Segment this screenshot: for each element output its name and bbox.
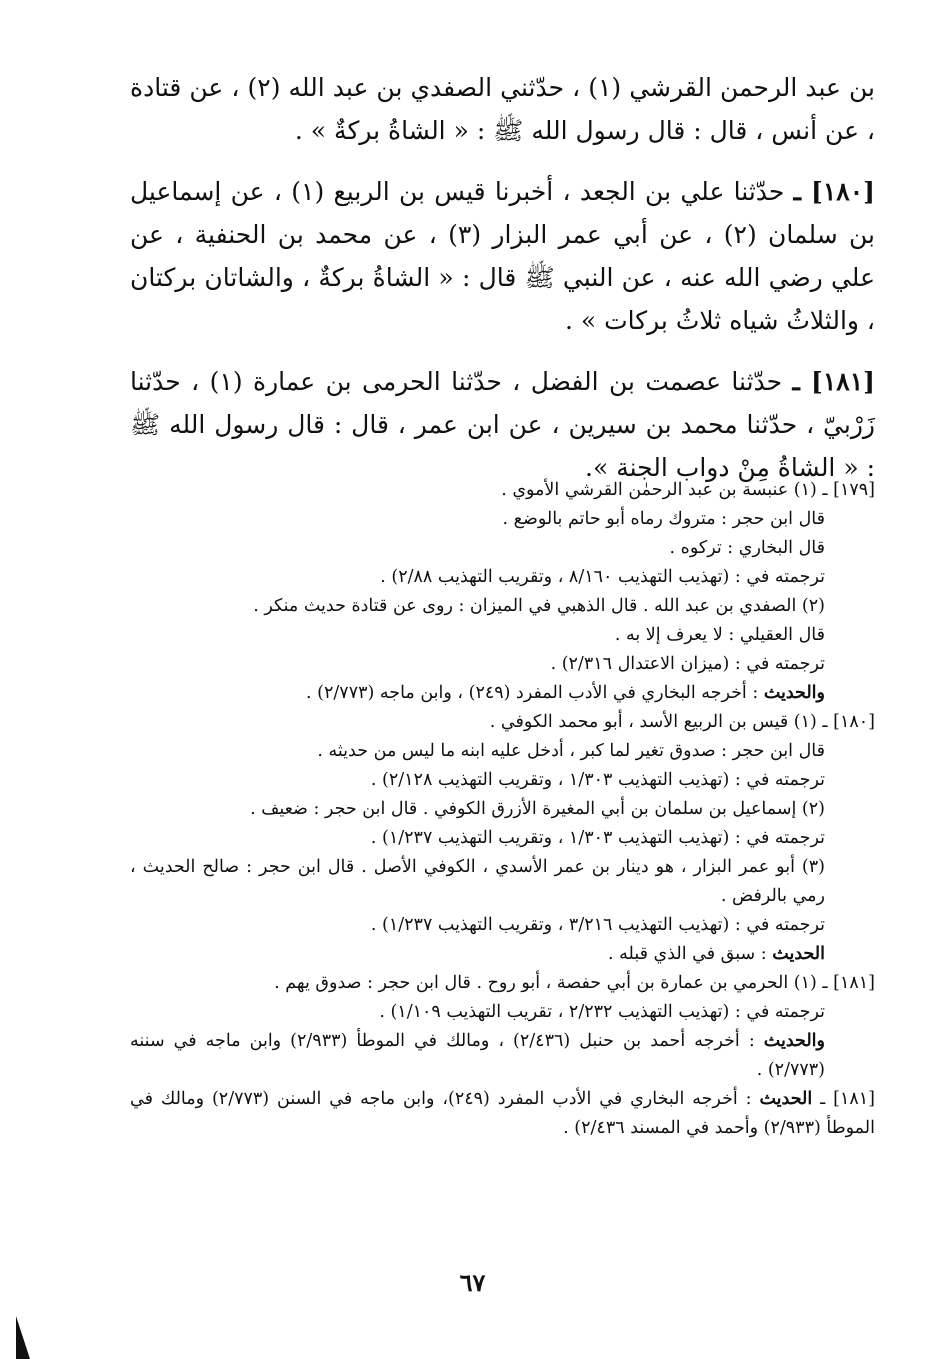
footnote-line	[130, 1027, 875, 1085]
footnote-label: الحديث	[759, 1089, 813, 1109]
footnote-text: : أخرجه البخاري في الأدب المفرد (٢٤٩) ، وابن ماجه (٢/٧٧٣) .	[306, 683, 759, 703]
footnote-line: [١٧٩] ـ (١) عنبسة بن عبد الرحمٰن القرشي الأموي .	[501, 480, 875, 500]
footnote-line: ترجمته في : (تهذيب التهذيب ٨/١٦٠ ، وتقريب التهذيب ٢/٨٨) .	[380, 567, 825, 587]
footnote-line: ترجمته في : (تهذيب التهذيب ١/٣٠٣ ، وتقريب التهذيب ١/٢٣٧) .	[370, 828, 825, 848]
footnotes	[130, 476, 875, 1143]
footnote-line: ترجمته في : (ميزان الاعتدال ٢/٣١٦) .	[550, 654, 825, 674]
hadith-number: [١٨٠] ـ	[793, 177, 876, 206]
footnote-text: : أخرجه أحمد بن حنبل (٢/٤٣٦) ، ومالك في الموطأ (٢/٩٣٣) وابن ماجه في سننه (٢/٧٧٣) .	[130, 1031, 825, 1080]
footnote-number: [١٨١] ـ	[820, 1089, 875, 1109]
footnote-line	[130, 679, 875, 708]
footnote-line: ترجمته في : (تهذيب التهذيب ٢/٢٣٢ ، تقريب التهذيب ١/١٠٩) .	[379, 1002, 825, 1022]
footnote-line: ترجمته في : (تهذيب التهذيب ٣/٢١٦ ، وتقريب التهذيب ١/٢٣٧) .	[370, 915, 825, 935]
paragraph-181	[130, 360, 875, 489]
footnote-line: قال ابن حجر : صدوق تغير لما كبر ، أدخل عليه ابنه ما ليس من حديثه .	[317, 741, 825, 761]
footnote-line: (٢) الصفدي بن عبد الله . قال الذهبي في الميزان : روى عن قتادة حديث منكر .	[253, 596, 825, 616]
footnote-text: : أخرجه البخاري في الأدب المفرد (٢٤٩)، وابن ماجه في السنن (٢/٧٧٣) ومالك في الموطأ (٢/٩٣٣) وأحمد في المسند ٢/٤٣٦) .	[130, 1089, 875, 1138]
footnote-line	[130, 1085, 875, 1143]
footnote-line: (٢) إسماعيل بن سلمان بن أبي المغيرة الأزرق الكوفي . قال ابن حجر : ضعيف .	[250, 799, 825, 819]
paragraph-180	[130, 170, 875, 342]
footnote-line: ترجمته في : (تهذيب التهذيب ١/٣٠٣ ، وتقريب التهذيب ٢/١٢٨) .	[370, 770, 825, 790]
paragraph-text: حدّثنا علي بن الجعد ، أخبرنا قيس بن الربيع (١) ، عن إسماعيل بن سلمان (٢) ، عن أبي عمر البزار (٣) ، عن محمد بن الحنفية ، عن علي رضي الله عنه ، عن النبي ﷺ قال : « الشاةُ بركةٌ ، والشاتان بركتان ، والثلاثُ شياه ثلاثُ بركات » .	[130, 177, 875, 335]
paragraph-text: بن عبد الرحمن القرشي (١) ، حدّثني الصفدي بن عبد الله (٢) ، عن قتادة ، عن أنس ، قال : قال رسول الله ﷺ : « الشاةُ بركةٌ » .	[130, 73, 876, 145]
paragraph-text: حدّثنا عصمت بن الفضل ، حدّثنا الحرمى بن عمارة (١) ، حدّثنا زَرْبيّ ، حدّثنا محمد بن سيرين ، عن ابن عمر ، قال : قال رسول الله ﷺ : « الشاةُ مِنْ دواب الجنة ».	[130, 367, 875, 482]
footnote-text: : سبق في الذي قبله .	[608, 944, 767, 964]
page-number: ٦٧	[459, 1268, 486, 1297]
footnote-label: والحديث	[763, 683, 825, 703]
paragraph-179-end	[130, 66, 875, 152]
footnote-line: [١٨٠] ـ (١) قيس بن الربيع الأسد ، أبو محمد الكوفي .	[489, 712, 875, 732]
hadith-number: [١٨١] ـ	[792, 367, 876, 396]
corner-mark	[16, 1316, 30, 1359]
footnote-line	[130, 940, 875, 969]
main-text	[130, 66, 875, 507]
footnote-label: الحديث	[772, 944, 825, 964]
footnote-line: قال ابن حجر : متروك رماه أبو حاتم بالوضع .	[502, 509, 825, 529]
footnote-line: [١٨١] ـ (١) الحرمي بن عمارة بن أبي حفصة ، أبو روح . قال ابن حجر : صدوق يهم .	[274, 973, 875, 993]
footnote-label: والحديث	[763, 1031, 825, 1051]
footnote-line: قال العقيلي : لا يعرف إلا به .	[614, 625, 825, 645]
footnote-line: قال البخاري : تركوه .	[669, 538, 825, 558]
footnote-line: (٣) أبو عمر البزار ، هو دينار بن عمر الأسدي ، الكوفي الأصل . قال ابن حجر : صالح الحديث ، رمي بالرفض .	[130, 857, 825, 906]
